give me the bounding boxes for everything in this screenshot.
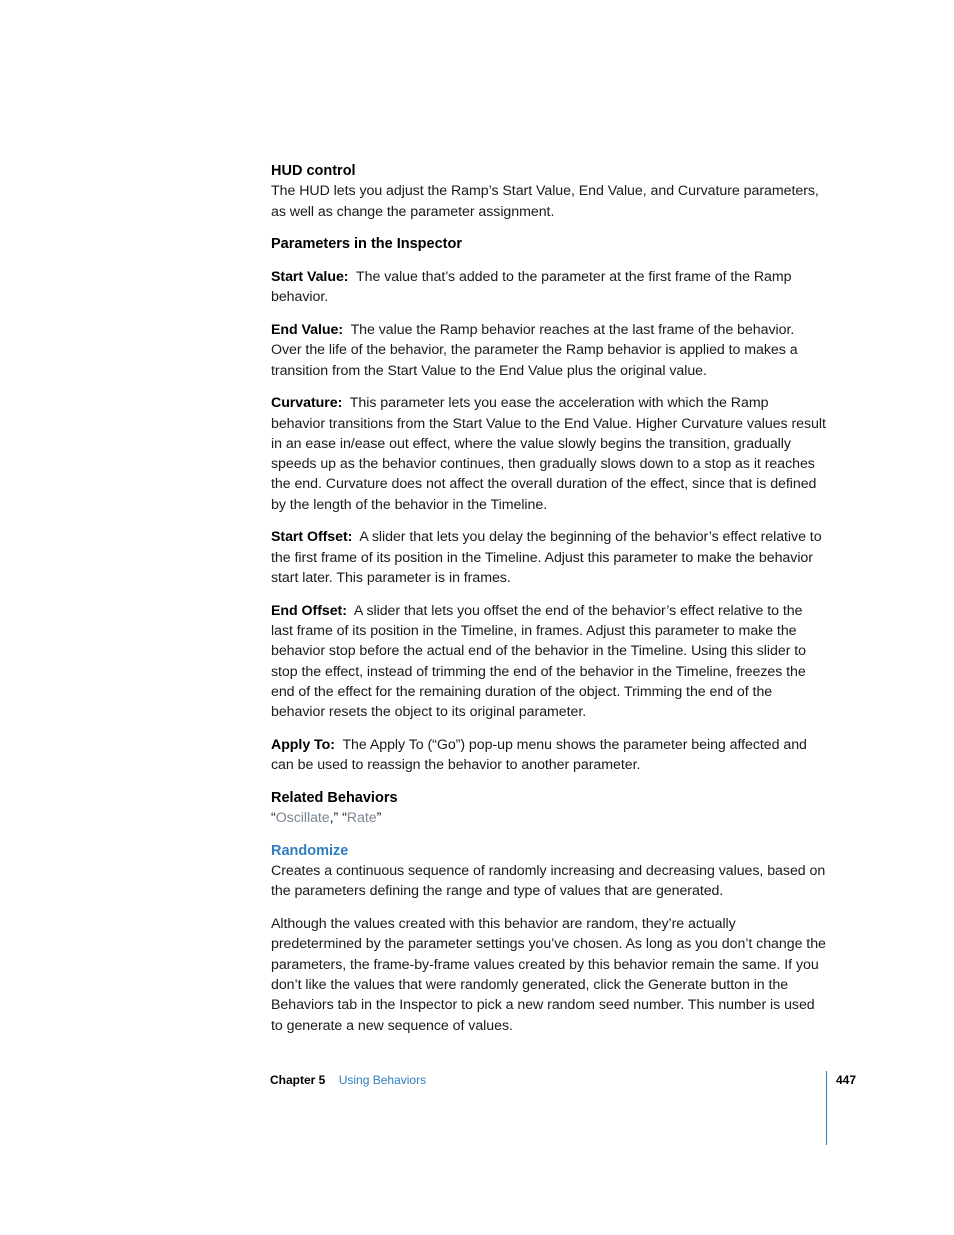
- page-body: [271, 161, 826, 1048]
- randomize-title: Randomize: [271, 842, 349, 859]
- param-desc: The Apply To (“Go”) pop-up menu shows the parameter being affected and can be used to reassign the behavior to another parameter.: [271, 736, 807, 774]
- randomize-intro: Creates a continuous sequence of randomly increasing and decreasing values, based on the parameters defining the range and type of values that are generated.: [271, 863, 826, 900]
- inspector-heading: Parameters in the Inspector: [271, 236, 462, 253]
- quote-close: ”: [376, 810, 382, 827]
- rate-link[interactable]: Rate: [346, 810, 377, 827]
- related-heading: Related Behaviors: [271, 789, 398, 806]
- param-curvature: [271, 393, 826, 515]
- param-end-offset: [271, 601, 826, 723]
- param-desc: The value that’s added to the parameter at the first frame of the Ramp behavior.: [271, 268, 792, 306]
- param-desc: A slider that lets you delay the beginning of the behavior’s effect relative to the first frame of its position in the Timeline. Adjust this parameter to make the behavior start later. This parameter is in frames.: [271, 529, 822, 586]
- param-term: End Value:: [271, 321, 344, 338]
- param-term: End Offset:: [271, 602, 347, 619]
- chapter-label: Chapter 5: [270, 1073, 326, 1087]
- param-end-value: [271, 320, 826, 381]
- page-number: 447: [836, 1073, 857, 1087]
- related-links: [271, 808, 826, 828]
- randomize-detail: Although the values created with this behavior are random, they’re actually predetermined by the parameter settings you’ve chosen. As long as you don’t change the parameters, the frame-by-frame values created by this behavior remain the same. If you don’t like the values that were randomly generated, click the Generate button in the Behaviors tab in the Inspector to pick a new random seed number. This number is used to generate a new sequence of values.: [271, 916, 826, 1034]
- param-start-offset: [271, 527, 826, 588]
- param-term: Start Value:: [271, 268, 349, 285]
- param-apply-to: [271, 735, 826, 776]
- param-start-value: [271, 267, 826, 308]
- param-term: Start Offset:: [271, 529, 353, 546]
- hud-text: The HUD lets you adjust the Ramp’s Start Value, End Value, and Curvature parameters, as well as change the parameter assignment.: [271, 183, 819, 220]
- param-term: Curvature:: [271, 395, 343, 412]
- param-desc: A slider that lets you offset the end of the behavior’s effect relative to the last frame of its position in the Timeline, in frames. Adjust this parameter to make the behavior stop before the actual end of the behavior in the Timeline. Using this slider to stop the effect, instead of trimming the end of the behavior in the Timeline, freezes the end of the effect for the remaining duration of the object. Trimming the end of the behavior resets the object to its original parameter.: [271, 602, 806, 721]
- chapter-title-link[interactable]: Using Behaviors: [338, 1073, 427, 1087]
- hud-heading: HUD control: [271, 163, 356, 179]
- param-term: Apply To:: [271, 736, 335, 753]
- param-desc: This parameter lets you ease the acceleration with which the Ramp behavior transitions from the Start Value to the End Value. Higher Curvature values result in an ease in/ease out effect, where the value slowly begins the transition, gradually speeds up as the behavior continues, then gradually slows down to a stop as it reaches the end. Curvature does not affect the overall duration of the effect, since that is defined by the length of the behavior in the Timeline.: [271, 395, 826, 513]
- param-desc: The value the Ramp behavior reaches at the last frame of the behavior. Over the life of the behavior, the parameter the Ramp behavior is applied to makes a transition from the Start Value to the End Value plus the original value.: [271, 321, 798, 379]
- footer-divider: [826, 1071, 827, 1145]
- quote-mid: ,” “: [329, 810, 347, 827]
- page-footer: [270, 1071, 426, 1089]
- oscillate-link[interactable]: Oscillate: [275, 810, 330, 827]
- quote-open: “: [271, 810, 276, 827]
